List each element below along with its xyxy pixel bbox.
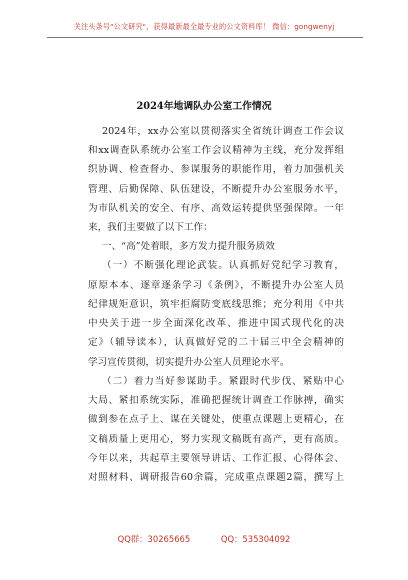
- body-line: （二）着力当好参谋助手。紧跟时代步伐、紧贴中心: [102, 376, 344, 387]
- body-line: 原原本本、逐章逐条学习《条例》，不断提升办公室人员: [88, 280, 344, 291]
- body-line: 和xx调查队系统办公室工作会议精神为主线，充分发挥组: [88, 145, 344, 156]
- footer-qq-group: QQ群：30265665: [117, 534, 191, 544]
- body-line: 2024年，xx办公室以贯彻落实全省统计调查工作会议: [102, 126, 344, 137]
- body-line: 今年以来，共起草主要领导讲话、工作汇报、心得体会、: [88, 453, 344, 464]
- body-line: 管理、后勤保障、队伍建设，不断提升办公室服务水平，: [88, 184, 344, 195]
- body-line: 做到参在点子上、谋在关键处，使重点课题上更精心，在: [88, 414, 344, 425]
- body-line: 织协调、检查督办、参谋服务的职能作用，着力加强机关: [88, 164, 344, 175]
- footer-contact: [0, 533, 408, 545]
- body-line: 文稿质量上更用心，努力实现文稿既有高产，更有高质。: [88, 434, 344, 445]
- body-line: 定》（辅导读本），认真做好党的二十届三中全会精神的: [88, 337, 344, 348]
- body-line: 大局、紧扣系统实际，准确把握统计调查工作脉搏，确实: [88, 395, 344, 406]
- section-heading: 一、“高”处着眼，多方发力提升服务质效: [102, 241, 275, 252]
- body-line: （一）不断强化理论武装。认真抓好党纪学习教育，: [102, 260, 344, 271]
- footer-qq: QQ：535304092: [220, 534, 291, 544]
- body-line: 纪律规矩意识，筑牢拒腐防变底线思维；充分利用《中共: [88, 299, 344, 310]
- document-title: 2024年地调队办公室工作情况: [136, 101, 272, 112]
- body-line: 来，我们主要做了以下工作：: [88, 222, 213, 233]
- header-banner: 关注头条号"公文研究"，获得最新最全最专业的公文资料库！ 微信：gongwenyj: [73, 22, 335, 31]
- body-line: 中央关于进一步全面深化改革、推进中国式现代化的决: [88, 318, 344, 329]
- body-line: 对照材料、调研报告60余篇，完成重点课题2篇，撰写上: [88, 472, 344, 483]
- body-line: 学习宣传贯彻，切实提升办公室人员理论水平。: [88, 357, 290, 368]
- body-line: 为市队机关的安全、有序、高效运转提供坚强保障。一年: [88, 203, 344, 214]
